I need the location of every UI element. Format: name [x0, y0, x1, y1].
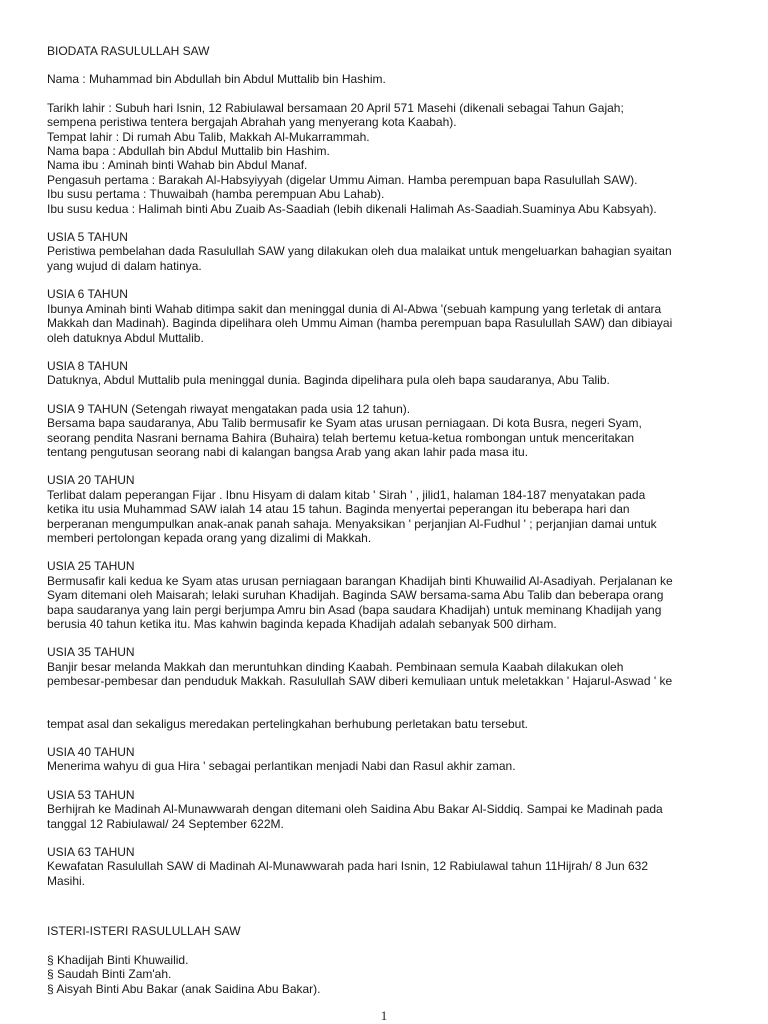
list-item: § Khadijah Binti Khuwailid. — [47, 952, 189, 967]
section-text: pembesar-pembesar dan penduduk Makkah. Rasulullah SAW diberi kemuliaan untuk meletakkan ' Hajarul-Aswad ' ke — [47, 674, 673, 689]
section-heading: USIA 20 TAHUN — [47, 473, 135, 488]
document-title: BIODATA RASULULLAH SAW — [47, 44, 210, 58]
section-heading: USIA 53 TAHUN — [47, 787, 135, 802]
section-text: ketika itu usia Muhammad SAW ialah 14 atau 15 tahun. Baginda menyertai peperangan itu beberapa hari dan — [47, 502, 630, 517]
section-text: Banjir besar melanda Makkah dan meruntuhkan dinding Kaabah. Pembinaan semula Kaabah dilakukan oleh — [47, 659, 624, 674]
section-text: Berhijrah ke Madinah Al-Munawwarah dengan ditemani oleh Saidina Abu Bakar Al-Siddiq. Sampai ke Madinah pada — [47, 802, 663, 817]
section-text: Menerima wahyu di gua Hira ' sebagai perlantikan menjadi Nabi dan Rasul akhir zaman. — [47, 759, 516, 774]
isteri-heading: ISTERI-ISTERI RASULULLAH SAW — [47, 924, 241, 939]
section-heading: USIA 25 TAHUN — [47, 559, 135, 574]
section-text: Makkah dan Madinah). Baginda dipelihara oleh Ummu Aiman (hamba perempuan bapa Rasulullah SAW) dan dibiayai — [47, 316, 673, 331]
nama-ibu-line: Nama ibu : Aminah binti Wahab bin Abdul Manaf. — [47, 158, 308, 173]
list-item: § Aisyah Binti Abu Bakar (anak Saidina Abu Bakar). — [47, 981, 321, 996]
section-heading: USIA 5 TAHUN — [47, 230, 128, 245]
section-heading: USIA 9 TAHUN (Setengah riwayat mengatakan pada usia 12 tahun). — [47, 401, 411, 416]
section-text: tanggal 12 Rabiulawal/ 24 September 622M. — [47, 816, 284, 831]
section-text: tentang pengutusan seorang nabi di kalangan bangsa Arab yang akan lahir pada masa itu. — [47, 444, 529, 459]
section-text: seorang pendita Nasrani bernama Bahira (Buhaira) telah bertemu ketua-ketua rombongan untuk menceritakan — [47, 430, 635, 445]
section-text: yang wujud di dalam hatinya. — [47, 258, 202, 273]
section-text: Terlibat dalam peperangan Fijar . Ibnu Hisyam di dalam kitab ' Sirah ' , jilid1, halaman 184-187 menyatakan pada — [47, 487, 646, 502]
section-text: berusia 40 tahun ketika itu. Mas kahwin baginda kepada Khadijah adalah sebanyak 500 dirham. — [47, 617, 557, 631]
section-text: Ibunya Aminah binti Wahab ditimpa sakit dan meninggal dunia di Al-Abwa '(sebuah kampung yang terletak di antara — [47, 301, 662, 316]
section-text: Kewafatan Rasulullah SAW di Madinah Al-Munawwarah pada hari Isnin, 12 Rabiulawal tahun 11Hijrah/ 8 Jun 632 — [47, 859, 649, 874]
section-heading: USIA 6 TAHUN — [47, 287, 128, 302]
section-heading: USIA 35 TAHUN — [47, 645, 135, 660]
tarikh-lahir-line: sempena peristiwa tentera bergajah Abrahah yang menyerang kota Kaabah). — [47, 115, 457, 130]
nama-bapa-line: Nama bapa : Abdullah bin Abdul Muttalib bin Hashim. — [47, 144, 330, 159]
section-text: oleh datuknya Abdul Muttalib. — [47, 330, 204, 345]
page-number: 1 — [380, 1008, 388, 1023]
section-text: Masihi. — [47, 873, 86, 888]
section-text: tempat asal dan sekaligus meredakan pertelingkahan berhubung perletakan batu tersebut. — [47, 716, 528, 731]
section-text: memberi pertolongan kepada orang yang dizalimi di Makkah. — [47, 530, 372, 545]
section-text: Syam ditemani oleh Maisarah; lelaki suruhan Khadijah. Baginda SAW bersama-sama Abu Talib dan beberapa orang — [47, 588, 664, 603]
section-text: Bermusafir kali kedua ke Syam atas urusan perniagaan barangan Khadijah binti Khuwailid Al-Asadiyah. Perjalanan ke — [47, 573, 673, 588]
ibu-susu-line: Ibu susu pertama : Thuwaibah (hamba perempuan Abu Lahab). — [47, 187, 385, 202]
section-heading: USIA 40 TAHUN — [47, 745, 135, 760]
section-heading: USIA 63 TAHUN — [47, 845, 135, 860]
ibu-susu-line: Ibu susu kedua : Halimah binti Abu Zuaib As-Saadiah (lebih dikenali Halimah As-Saadiah.Suaminya Abu Kabsyah). — [47, 201, 657, 216]
tempat-lahir-line: Tempat lahir : Di rumah Abu Talib, Makkah Al-Mukarrammah. — [47, 129, 370, 144]
section-text: Datuknya, Abdul Muttalib pula meninggal dunia. Baginda dipelihara pula oleh bapa saudaranya, Abu Talib. — [47, 373, 610, 388]
list-item: § Saudah Binti Zam'ah. — [47, 967, 172, 982]
section-heading: USIA 8 TAHUN — [47, 358, 128, 373]
section-text: berperanan mengumpulkan anak-anak panah sahaja. Menyaksikan ' perjanjian Al-Fudhul ' ; perjanjian damai untuk — [47, 516, 657, 531]
section-text: Bersama bapa saudaranya, Abu Talib bermusafir ke Syam atas urusan perniagaan. Di kota Busra, negeri Syam, — [47, 416, 642, 431]
section-text: bapa saudaranya yang lain pergi berjumpa Amru bin Asad (bapa saudara Khadijah) untuk meminang Khadijah yang — [47, 602, 662, 617]
section-text: Peristiwa pembelahan dada Rasulullah SAW yang dilakukan oleh dua malaikat untuk mengeluarkan bahagian syaitan — [47, 244, 672, 259]
document-body — [47, 44, 747, 996]
tarikh-lahir-line: Tarikh lahir : Subuh hari Isnin, 12 Rabiulawal bersamaan 20 April 571 Masehi (dikenali sebagai Tahun Gajah; — [47, 100, 624, 115]
nama-line: Nama : Muhammad bin Abdullah bin Abdul Muttalib bin Hashim. — [47, 72, 386, 87]
pengasuh-line: Pengasuh pertama : Barakah Al-Habsyiyyah (digelar Ummu Aiman. Hamba perempuan bapa Rasulullah SAW). — [47, 172, 638, 187]
